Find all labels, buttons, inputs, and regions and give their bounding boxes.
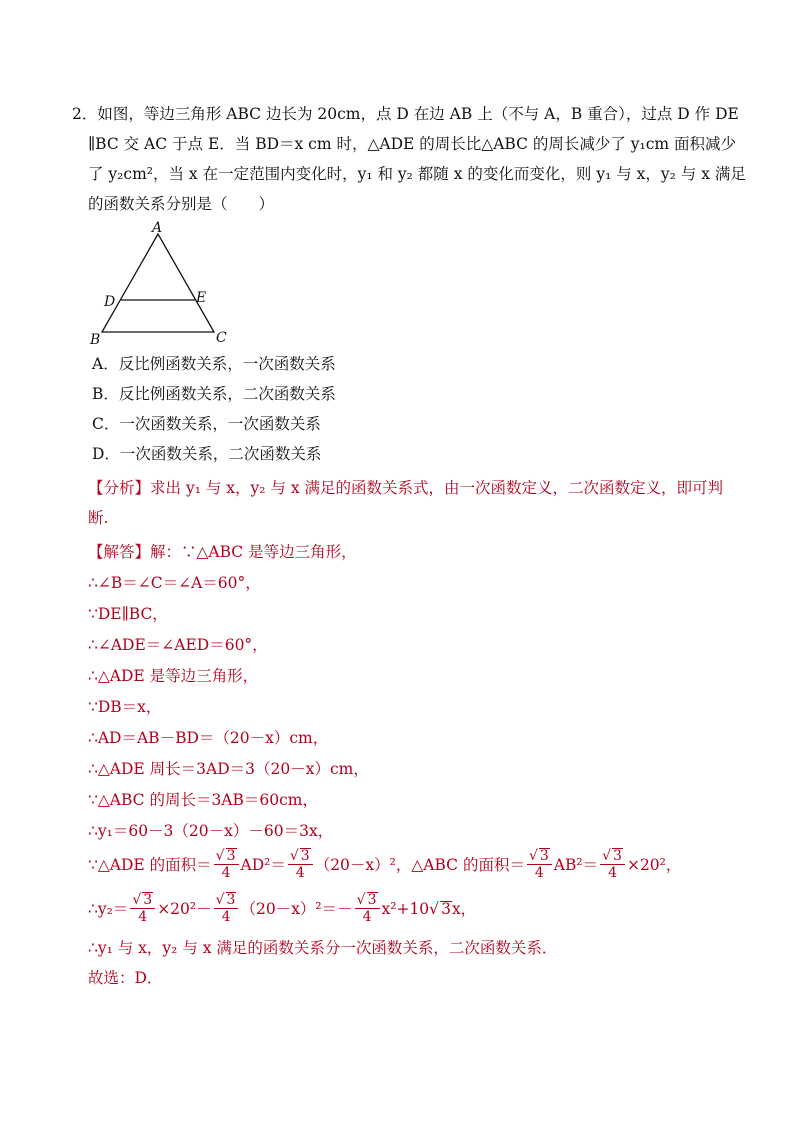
solution-step-4: ∴△ADE 是等边三角形，: [88, 667, 259, 685]
area-text-4: AB²＝: [553, 855, 599, 874]
area-text-2: AD²＝: [240, 855, 286, 874]
solution-tag: 【解答】: [88, 543, 151, 561]
option-b: B．反比例函数关系，二次函数关系: [92, 385, 336, 403]
solution-answer: 故选：D．: [88, 969, 163, 987]
option-d: D．一次函数关系，二次函数关系: [92, 445, 322, 463]
problem-line-2: ∥BC 交 AC 于点 E．当 BD＝x cm 时，△ADE 的周长比△ABC 的周长减少了 y₁cm 面积减少: [88, 135, 737, 153]
solution-conclusion: ∴y₁ 与 x，y₂ 与 x 满足的函数关系分一次函数关系，二次函数关系．: [88, 939, 558, 957]
option-a: A．反比例函数关系，一次函数关系: [92, 355, 336, 373]
solution-step-7: ∴△ADE 周长＝3AD＝3（20－x）cm，: [88, 760, 369, 778]
label-e: E: [196, 290, 207, 306]
y2-text-5: x，: [451, 899, 477, 918]
solution-lead-text: 解：∵△ABC 是等边三角形，: [150, 543, 357, 561]
fraction-sqrt3-over-4: $\frac{√ 3}{4}$: [130, 892, 155, 925]
analysis-line-1: [88, 478, 723, 498]
solution-step-6: ∴AD＝AB－BD＝（20－x）cm，: [88, 729, 329, 747]
analysis-tag: 【分析】: [88, 479, 151, 497]
solution-lead: [88, 542, 357, 562]
triangle-abc: [102, 234, 214, 332]
solution-step-2: ∵DE∥BC，: [88, 605, 168, 623]
problem-line-3: 了 y₂cm²，当 x 在一定范围内变化时，y₁ 和 y₂ 都随 x 的变化而变化，则 y₁ 与 x，y₂ 与 x 满足: [88, 165, 746, 183]
area-text-5: ×20²，: [626, 855, 682, 874]
area-text-1: ∵△ADE 的面积＝: [88, 855, 212, 874]
fraction-sqrt3-over-4: $\frac{√ 3}{4}$: [214, 848, 239, 881]
label-a: A: [152, 220, 163, 236]
fraction-sqrt3-over-4: $\frac{√ 3}{4}$: [214, 892, 239, 925]
analysis-text-1: 求出 y₁ 与 x，y₂ 与 x 满足的函数关系式，由一次函数定义，二次函数定义，即可判: [150, 479, 724, 497]
solution-y2-line: [88, 892, 476, 925]
solution-step-8: ∵△ABC 的周长＝3AB＝60cm，: [88, 791, 318, 809]
y2-text-3: （20－x）²＝－: [240, 899, 353, 918]
analysis-line-2: 断.: [88, 509, 109, 527]
label-b: B: [90, 332, 101, 348]
option-c: C．一次函数关系，一次函数关系: [92, 415, 321, 433]
problem-line-4: 的函数关系分别是（ ）: [88, 195, 275, 213]
area-text-3: （20－x）²，△ABC 的面积＝: [314, 855, 525, 874]
fraction-sqrt3-over-4: $\frac{√ 3}{4}$: [355, 892, 380, 925]
y2-text-2: ×20²－: [157, 899, 212, 918]
solution-step-1: ∴∠B＝∠C＝∠A＝60°，: [88, 574, 261, 592]
fraction-sqrt3-over-4: $\frac{√ 3}{4}$: [600, 848, 625, 881]
fraction-sqrt3-over-4: $\frac{√ 3}{4}$: [527, 848, 552, 881]
solution-step-9: ∴y₁＝60－3（20－x）－60＝3x，: [88, 822, 334, 840]
label-c: C: [216, 330, 227, 346]
triangle-figure: [86, 218, 246, 348]
solution-step-5: ∵DB＝x，: [88, 698, 162, 716]
solution-step-3: ∴∠ADE＝∠AED＝60°，: [88, 636, 268, 654]
problem-line-1: 2．如图，等边三角形 ABC 边长为 20cm，点 D 在边 AB 上（不与 A，B 重合），过点 D 作 DE: [72, 105, 739, 123]
label-d: D: [104, 294, 116, 310]
sqrt3-inline: √ 3: [429, 899, 451, 918]
y2-text-1: ∴y₂＝: [88, 899, 129, 918]
y2-text-4: x²+10: [381, 899, 430, 918]
solution-area-line: [88, 848, 681, 881]
fraction-sqrt3-over-4: $\frac{√ 3}{4}$: [288, 848, 313, 881]
